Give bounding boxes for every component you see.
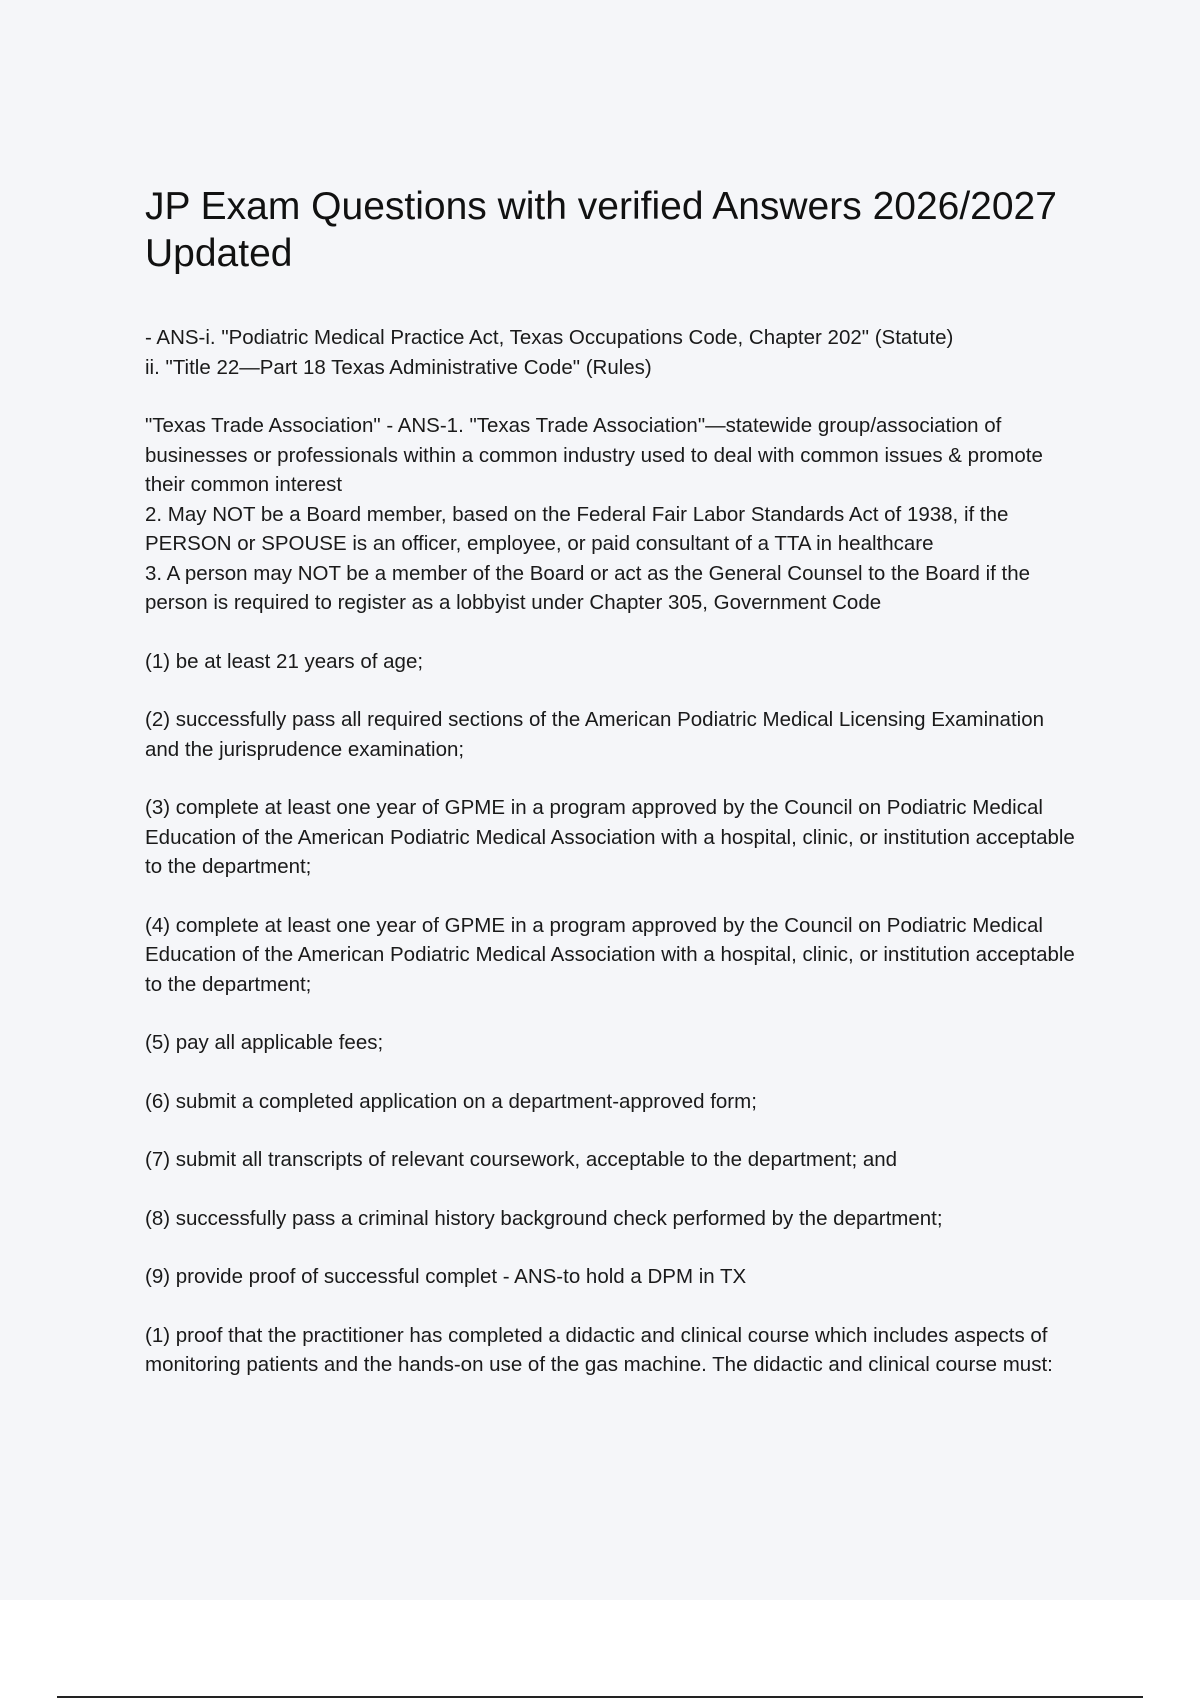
text-line: (2) successfully pass all required sections of the American Podiatric Medical Licensing Examination and the jurisprudence examination; bbox=[145, 708, 1045, 761]
footer-divider bbox=[57, 1696, 1143, 1698]
text-line: (8) successfully pass a criminal history background check performed by the department; bbox=[145, 1206, 943, 1230]
text-line: (3) complete at least one year of GPME in a program approved by the Council on Podiatric Medical Education of the American Podiatric Medical Association with a hospital, clinic, or institution acceptable to the department; bbox=[145, 796, 1075, 878]
requirement-item-5 bbox=[145, 1028, 1080, 1058]
requirement-item-4 bbox=[145, 911, 1080, 1000]
text-line: (5) pay all applicable fees; bbox=[145, 1031, 384, 1054]
text-line: (6) submit a completed application on a department-approved form; bbox=[145, 1089, 757, 1113]
document-content bbox=[145, 183, 1080, 1409]
requirement-item-1 bbox=[145, 647, 1080, 677]
course-requirement-item bbox=[145, 1321, 1080, 1380]
text-line: (4) complete at least one year of GPME in a program approved by the Council on Podiatric Medical Education of the American Podiatric Medical Association with a hospital, clinic, or institution acceptable to the department; bbox=[145, 913, 1075, 996]
requirement-item-8 bbox=[145, 1204, 1080, 1234]
text-line: (1) proof that the practitioner has completed a didactic and clinical course which includes aspects of monitoring patients and the hands-on use of the gas machine. The didactic and clinical course must: bbox=[145, 1323, 1053, 1376]
answer-block-2 bbox=[145, 411, 1080, 618]
text-line: (1) be at least 21 years of age; bbox=[145, 649, 424, 673]
text-line: (9) provide proof of successful complet - ANS-to hold a DPM in TX bbox=[145, 1265, 747, 1288]
requirement-item-2 bbox=[145, 705, 1080, 764]
text-line: 3. A person may NOT be a member of the Board or act as the General Counsel to the Board if the person is required to register as a lobbyist under Chapter 305, Government Code bbox=[145, 561, 1031, 614]
requirement-item-7 bbox=[145, 1145, 1080, 1175]
answer-block-1 bbox=[145, 323, 1080, 382]
requirement-item-6 bbox=[145, 1087, 1080, 1117]
text-line: "Texas Trade Association" - ANS-1. "Texas Trade Association"—statewide group/association of businesses or professionals within a common industry used to deal with common issues & promote their common interest bbox=[145, 414, 1043, 496]
text-line: ii. "Title 22—Part 18 Texas Administrative Code" (Rules) bbox=[145, 355, 652, 379]
text-line: 2. May NOT be a Board member, based on the Federal Fair Labor Standards Act of 1938, if the PERSON or SPOUSE is an officer, employee, or paid consultant of a TTA in healthcare bbox=[145, 502, 1009, 555]
requirement-item-3 bbox=[145, 793, 1080, 882]
text-line: (7) submit all transcripts of relevant coursework, acceptable to the department; and bbox=[145, 1148, 898, 1171]
requirement-item-9 bbox=[145, 1262, 1080, 1292]
document-title: JP Exam Questions with verified Answers 2026/2027 Updated bbox=[145, 185, 1057, 275]
text-line: - ANS-i. "Podiatric Medical Practice Act, Texas Occupations Code, Chapter 202" (Statute) bbox=[145, 326, 954, 349]
